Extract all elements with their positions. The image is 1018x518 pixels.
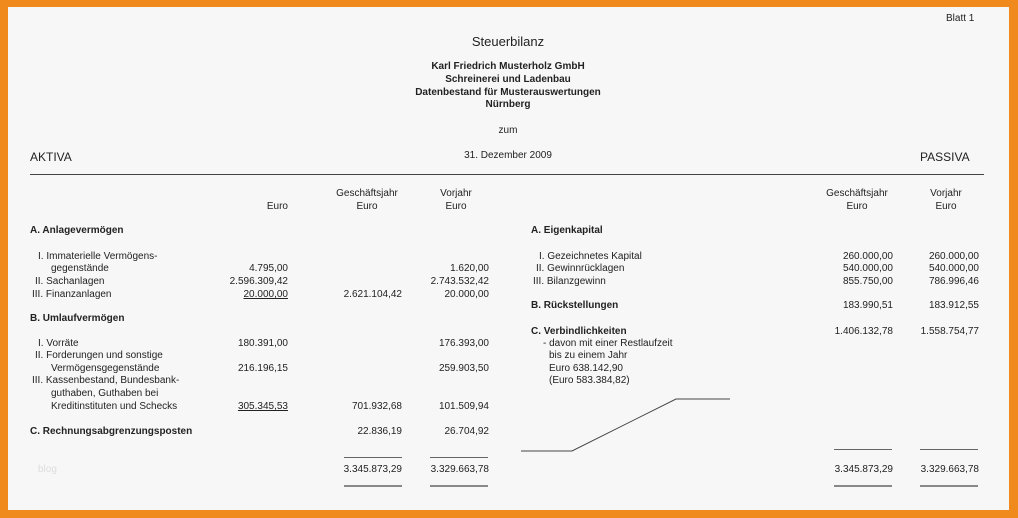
note-line: (Euro 583.384,82)	[549, 375, 630, 386]
value: 540.000,00	[928, 263, 979, 274]
item-label: III. Bilanzgewinn	[533, 276, 606, 287]
value: 176.393,00	[438, 338, 489, 349]
value: 1.558.754,77	[920, 326, 979, 337]
sum-line	[344, 457, 402, 458]
col-header-gj: Geschäftsjahr	[826, 188, 888, 199]
value: 26.704,92	[444, 426, 489, 437]
note-line: Euro 638.142,90	[549, 363, 623, 374]
double-line	[344, 485, 402, 487]
company-line: Schreinerei und Ladenbau	[445, 74, 571, 85]
section-umlaufvermoegen: B. Umlaufvermögen	[30, 313, 125, 324]
zum-label: zum	[498, 125, 518, 136]
sum-line	[430, 457, 488, 458]
value: 1.406.132,78	[834, 326, 893, 337]
blank-fill-line	[520, 395, 732, 455]
col-header-vj: Vorjahr	[440, 188, 472, 199]
item-label: Kreditinstituten und Schecks	[51, 401, 178, 412]
value: 20.000,00	[243, 289, 288, 300]
aktiva-heading: AKTIVA	[30, 150, 72, 164]
section-eigenkapital: A. Eigenkapital	[531, 225, 603, 236]
balance-date: 31. Dezember 2009	[464, 150, 552, 161]
document-title: Steuerbilanz	[471, 34, 545, 49]
value: 180.391,00	[237, 338, 288, 349]
value: 260.000,00	[928, 251, 979, 262]
value: 1.620,00	[450, 263, 489, 274]
item-label: I. Immaterielle Vermögens-	[38, 251, 158, 262]
company-line: Datenbestand für Musterauswertungen	[415, 87, 601, 98]
value: 260.000,00	[842, 251, 893, 262]
value: 305.345,53	[237, 401, 288, 412]
value: 2.596.309,42	[229, 276, 288, 287]
item-label: I. Gezeichnetes Kapital	[539, 251, 642, 262]
value: 183.912,55	[928, 300, 979, 311]
value: 22.836,19	[357, 426, 402, 437]
item-label: I. Vorräte	[38, 338, 79, 349]
col-header-gj-euro: Euro	[846, 201, 868, 212]
item-label: III. Kassenbestand, Bundesbank-	[32, 375, 180, 386]
sheet-number: Blatt 1	[946, 13, 975, 24]
section-verbindlichkeiten: C. Verbindlichkeiten	[531, 326, 627, 337]
double-line	[834, 485, 892, 487]
total-value: 3.329.663,78	[920, 464, 979, 475]
total-value: 3.345.873,29	[834, 464, 893, 475]
col-header-vj: Vorjahr	[930, 188, 962, 199]
balance-sheet-page	[8, 7, 1009, 510]
item-label: gegenstände	[51, 263, 109, 274]
value: 20.000,00	[444, 289, 489, 300]
value: 540.000,00	[842, 263, 893, 274]
total-value: 3.345.873,29	[343, 464, 402, 475]
value: 701.932,68	[351, 401, 402, 412]
note-line: bis zu einem Jahr	[549, 350, 628, 361]
item-label: II. Gewinnrücklagen	[536, 263, 625, 274]
watermark: blog	[38, 464, 57, 475]
section-rueckstellungen: B. Rückstellungen	[531, 300, 619, 311]
value: 855.750,00	[842, 276, 893, 287]
col-header-vj-euro: Euro	[935, 201, 957, 212]
double-line	[920, 485, 978, 487]
item-label: II. Forderungen und sonstige	[35, 350, 163, 361]
double-line	[430, 485, 488, 487]
col-header-vj-euro: Euro	[445, 201, 467, 212]
item-label: II. Sachanlagen	[35, 276, 105, 287]
value: 786.996,46	[928, 276, 979, 287]
header-divider	[30, 174, 984, 175]
value: 259.903,50	[438, 363, 489, 374]
section-rechnungsabgrenzung: C. Rechnungsabgrenzungsposten	[30, 426, 193, 437]
note-line: - davon mit einer Restlaufzeit	[543, 338, 673, 349]
value: 183.990,51	[842, 300, 893, 311]
total-value: 3.329.663,78	[430, 464, 489, 475]
value: 101.509,94	[438, 401, 489, 412]
company-city: Nürnberg	[485, 99, 531, 110]
col-header-gj-euro: Euro	[356, 201, 378, 212]
col-header-euro: Euro	[266, 201, 288, 212]
passiva-heading: PASSIVA	[920, 150, 970, 164]
sum-line	[920, 449, 978, 450]
item-label: guthaben, Guthaben bei	[51, 388, 159, 399]
col-header-gj: Geschäftsjahr	[336, 188, 398, 199]
item-label: Vermögensgegenstände	[51, 363, 160, 374]
section-anlagevermoegen: A. Anlagevermögen	[30, 225, 124, 236]
item-label: III. Finanzanlagen	[32, 289, 112, 300]
value: 4.795,00	[249, 263, 288, 274]
value: 2.621.104,42	[343, 289, 402, 300]
company-name: Karl Friedrich Musterholz GmbH	[431, 61, 585, 72]
sum-line	[834, 449, 892, 450]
value: 216.196,15	[237, 363, 288, 374]
value: 2.743.532,42	[430, 276, 489, 287]
